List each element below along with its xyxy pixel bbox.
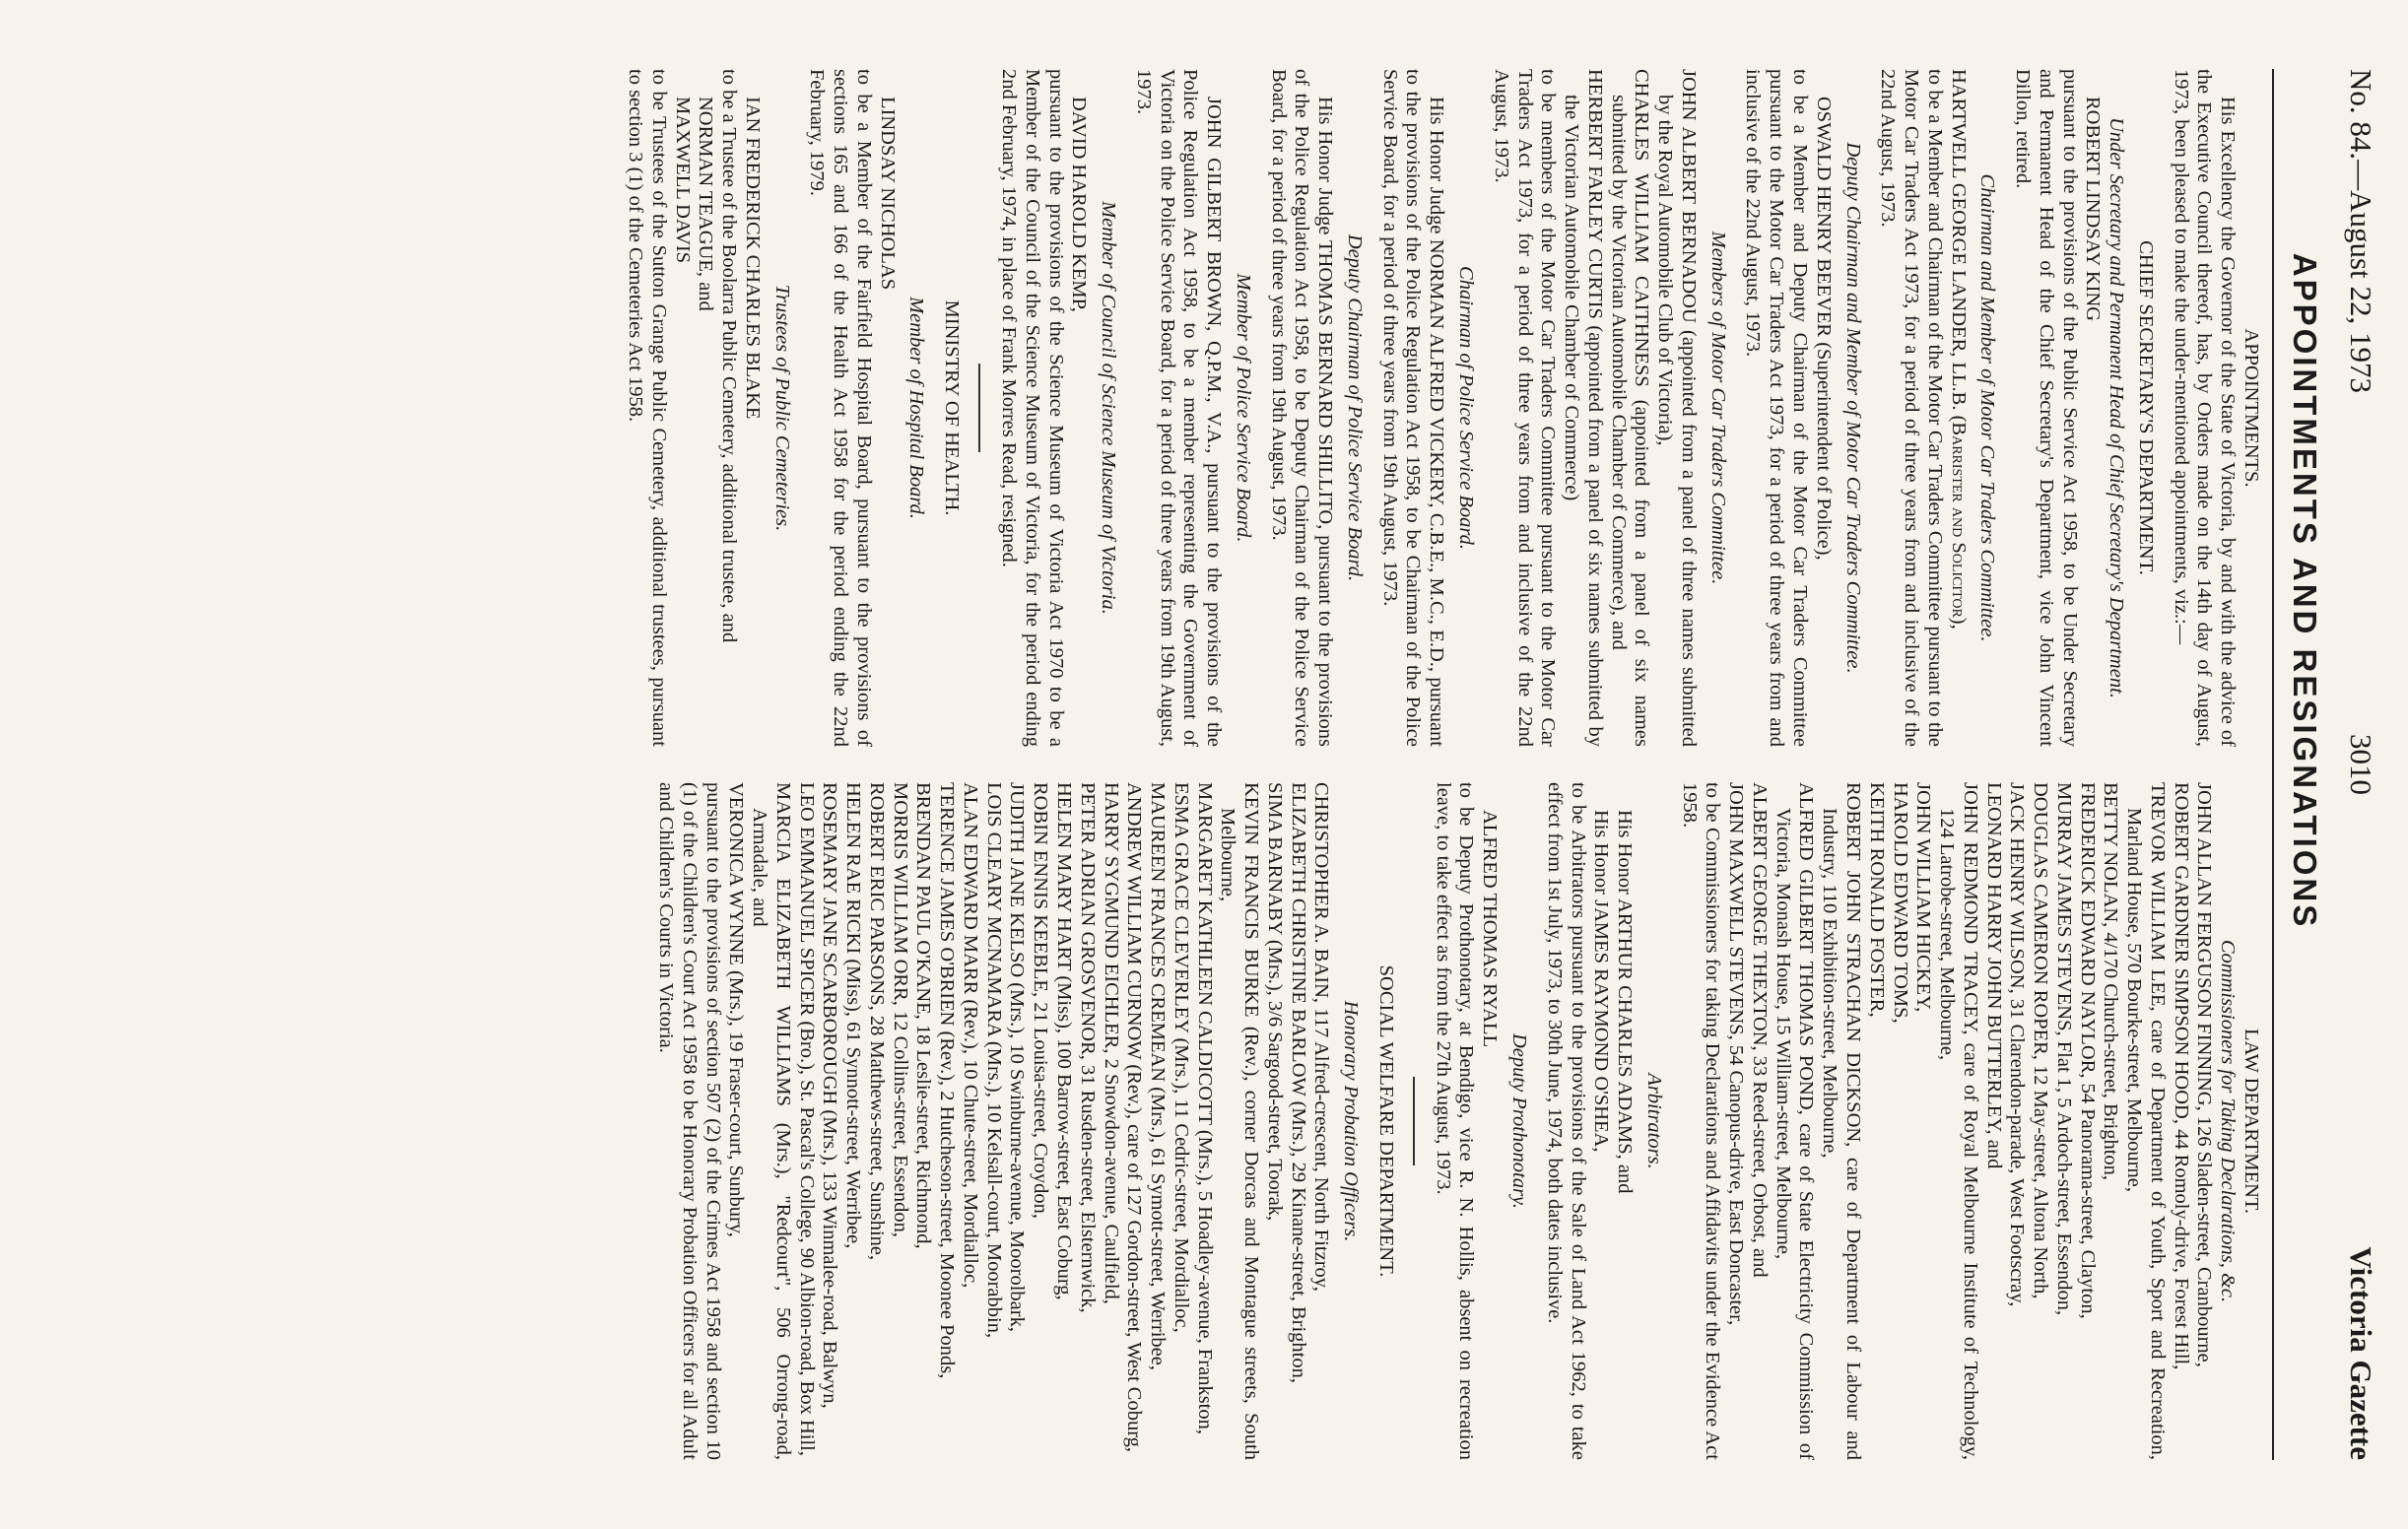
list-entry: VERONICA WYNNE (Mrs.), 19 Fraser-court, Sunbury, [725,782,748,1237]
entry-heading: Member of Police Service Board. [1232,273,1254,543]
list-entry: ALAN EDWARD MARR (Rev.), 10 Chute-street, Mordialloc, [959,782,981,1289]
list-entry: ESMA GRACE CLEVERLEY (Mrs.), 11 Cedric-street, Mordialloc, [1170,782,1192,1333]
list-entry: ALBERT GEORGE THEXTON, 33 Reed-street, Orbost, and [1748,782,1771,1278]
list-entry: ROBERT GARDNER SIMPSON HOOD, 44 Romoly-drive, Forest Hill, [2170,782,2192,1370]
page-number: 3010 [2344,734,2378,795]
commissioners-list [1723,782,2215,1460]
issue-number: No. 84.—August 22, 1973 [2344,69,2378,393]
entry-text: to be Trustees of the Sutton Grange Public Cemetery, additional trustees, pursuant to section 3 (1) of the Cemeteries Act 1958. [625,69,670,747]
list-entry: ROSEMARY JANE SCARBOROUGH (Mrs.), 133 Winmalee-road, Balwyn, [819,782,841,1409]
list-entry: JOHN WILLIAM HICKEY, [1912,782,1935,1013]
entry-heading: Deputy Chairman of Police Service Board. [1343,233,1366,582]
list-entry: ROBERT JOHN STRACHAN DICKSON, care of Department of Labour and Industry, 110 Exhibition-street, Melbourne, [1819,782,1864,1460]
entry-heading: Commissioners for Taking Declarations, &c. [2217,939,2240,1303]
entry-heading: Chairman of Police Service Board. [1455,266,1478,550]
list-entry: TERENCE JAMES O'BRIEN (Rev.), 2 Hutcheson-street, Moonee Ponds, [936,782,959,1379]
entry-text: to be a Member and Deputy Chairman of the Motor Car Traders Committee pursuant to the Motor Car Traders Act 1973, for a period of three years from and inclusive of the 22nd August, 1973. [1742,69,1811,747]
list-entry: SIMA BARNABY (Mrs.), 3/6 Sargood-street, Toorak, [1263,782,1286,1222]
title-rule [2272,69,2274,1460]
entry-heading: Trustees of Public Cemeteries. [770,284,793,532]
entry-heading: Members of Motor Car Traders Committee. [1706,231,1729,585]
list-entry: BRENDAN PAUL O'KANE, 18 Leslie-street, Richmond, [912,782,935,1249]
appointee-name: ROBERT LINDSAY KING [2082,97,2105,322]
entry-text: to be a Member and Chairman of the Motor Car Traders Committee pursuant to the Motor Car Traders Act 1973, for a period of three years from and inclusive of the 22nd August, 1973. [1877,69,1946,747]
list-entry: ROBIN ENNIS KEEBLE, 21 Louisa-street, Croydon, [1030,782,1052,1219]
entry-heading: Honorary Probation Officers. [1340,1000,1363,1242]
list-entry: JUDITH JANE KELSO (Mrs.), 10 Swinburne-avenue, Moorolbark, [1006,782,1029,1332]
list-entry: FREDERICK EDWARD NAYLOR, 54 Panorama-street, Clayton, [2076,782,2099,1319]
section-divider [1413,1077,1415,1165]
list-entry: KEITH RONALD FOSTER, [1865,782,1888,1018]
page-header [2329,69,2378,1460]
appointments-heading: APPOINTMENTS. [2241,328,2262,488]
list-entry: HAROLD EDWARD TOMS, [1889,782,1911,1024]
entry-heading: Under Secretary and Permanent Head of Chief Secretary's Department. [2106,117,2128,698]
appointee-entry: CHARLES WILLIAM CAITHNESS (appointed from a panel of six names submitted by the Victorian Automobile Chamber of Commerce), and [1607,69,1653,747]
entry-text: pursuant to the provisions of the Public Service Act 1958, to be Under Secretary and Permanent Head of the Chief Secretary's Department, vice John Vincent Dillon, retired. [2012,69,2081,747]
entry-text: to be a Trustee of the Boolarra Public Cemetery, additional trustee, and [718,69,741,643]
entry-text: JOHN GILBERT BROWN, Q.P.M., V.A., pursuant to the provisions of the Police Regulation Act 1958, to be a member representing the Government of Victoria on the Police Service Board, for a period of three years from 19th August, 1973. [1132,69,1226,747]
list-entry: TREVOR WILLIAM LEE, care of Department of Youth, Sport and Recreation, Marland House, 570 Bourke-street, Melbourne, [2123,782,2169,1460]
right-column [653,782,2262,1460]
department-heading: CHIEF SECRETARY'S DEPARTMENT. [2134,240,2157,575]
section-divider [978,364,980,452]
entry-heading: Deputy Prothonotary. [1508,1032,1531,1210]
list-entry: ALFRED GILBERT THOMAS POND, care of State Electricity Commission of Victoria, Monash House, 15 William-street, Melbourne, [1772,782,1818,1460]
list-entry: JOHN REDMOND TRACEY, care of Royal Melbourne Institute of Technology, 124 Latrobe-street, Melbourne, [1936,782,1981,1460]
list-entry: MAUREEN FRANCES CREMEAN (Mrs.), 61 Symott-street, Werribee, [1147,782,1170,1370]
probation-officers-list [724,782,1333,1460]
appointee-entry: HERBERT FARLEY CURTIS (appointed from a panel of six names submitted by the Victorian Automobile Chamber of Commerce) [1561,69,1606,747]
appointee-name: NORMAN TEAGUE, and [695,97,717,311]
appointee-name: MAXWELL DAVIS [671,97,694,264]
department-heading: MINISTRY OF HEALTH. [941,299,964,516]
list-entry: JACK HENRY WILSON, 31 Clarendon-parade, West Footscray, [2006,782,2029,1307]
list-entry: HELEN MARY HART (Miss), 100 Barrow-street, East Coburg, [1053,782,1076,1300]
entry-text: pursuant to the provisions of section 507 (2) of the Crimes Act 1958 and section 10 (1) of the Children's Court Act 1958 to be Honorary Probation Officers for all Adult and Children's Courts in Victoria. [655,782,724,1460]
list-entry: HELEN RAE RICKI (Miss), 61 Synnott-street, Werribee, [842,782,865,1249]
list-entry: MORRIS WILLIAM ORR, 12 Collins-street, Essendon, [889,782,911,1238]
left-column [623,69,2262,747]
department-heading: LAW DEPARTMENT. [2241,1028,2262,1215]
entry-text: to be Deputy Prothonotary, at Bendigo, vice R. N. Hollis, absent on recreation leave, to take effect as from the 27th August, 1973. [1432,782,1478,1460]
list-entry: CHRISTOPHER A. BAIN, 117 Alfred-crescent, North Fitzroy, [1310,782,1333,1292]
entry-heading: Chairman and Member of Motor Car Traders Committee. [1976,173,1999,642]
department-heading: SOCIAL WELFARE DEPARTMENT. [1374,964,1397,1278]
list-entry: JOHN ALLAN FERGUSON FINNING, 126 Sladen-street, Cranbourne, [2193,782,2216,1367]
entry-heading: Deputy Chairman and Member of Motor Car Traders Committee. [1841,142,1864,674]
entry-heading: Arbitrators. [1642,1073,1665,1169]
appointee-name: IAN FREDERICK CHARLES BLAKE [741,97,764,420]
list-entry: ROBERT ERIC PARSONS, 28 Matthews-street, Sunshine, [865,782,888,1261]
list-entry: PETER ADRIAN GROSVENOR, 31 Rusden-street, Elsternwick, [1076,782,1099,1313]
list-entry: MURRAY JAMES STEVENS, Flat 1, 5 Ardoch-street, Essendon, [2052,782,2075,1316]
entry-text: to be Commissioners for taking Declarations and Affidavits under the Evidence Act 1958. [1678,782,1724,1460]
appointee-entry: His Honor ARTHUR CHARLES ADAMS, and [1614,810,1637,1194]
list-entry: LEONARD HARRY JOHN BUTTERLEY, and [1982,782,2005,1169]
list-entry: MARCIA ELIZABETH WILLIAMS (Mrs.), "Redcourt", 506 Orrong-road, Armadale, and [749,782,794,1460]
entry-heading: Member of Hospital Board. [905,297,928,519]
entry-text: pursuant to the provisions of the Science Museum of Victoria Act 1970 to be a Member of the Council of the Science Museum of Victoria, for the period ending 2nd February, 1974, in place of Frank Morres Read, resigned. [998,69,1067,747]
appointee-entry: JOHN ALBERT BERNADOU (appointed from a panel of three names submitted by the Royal Automobile Club of Victoria), [1654,69,1700,747]
intro-paragraph: His Excellency the Governor of the State of Victoria, by and with the advice of the Executive Council thereof, has, by Orders made on the 14th day of August, 1973, been pleased to make the under-mentioned appointments, viz.:— [2170,69,2240,747]
appointee-entry: His Honor JAMES RAYMOND O'SHEA, [1590,810,1613,1153]
list-entry: MARGARET KATHLEEN CALDICOTT (Mrs.), 5 Hoadley-avenue, Frankston, [1193,782,1216,1434]
entry-text: to be Arbitrators pursuant to the provisions of the Sale of Land Act 1962, to take effect from 1st July, 1973, to 30th June, 1974, both dates inclusive. [1543,782,1589,1460]
entry-text: to be a Member of the Fairfield Hospital Board, pursuant to the provisions of sections 165 and 166 of the Health Act 1958 for the period ending the 22nd February, 1979. [806,69,875,747]
list-entry: LOIS CLEARY MCNAMARA (Mrs.), 10 Kelsall-court, Moorabbin, [982,782,1005,1339]
appointee-name: LINDSAY NICHOLAS [876,97,899,291]
entry-heading: Member of Council of Science Museum of Victoria. [1098,201,1120,615]
appointee-name: DAVID HAROLD KEMP, [1068,97,1091,312]
list-entry: DOUGLAS CAMERON ROPER, 12 May-street, Altona North, [2030,782,2052,1299]
entry-text: to be members of the Motor Car Traders Committee pursuant to the Motor Car Traders Act 1973, for a period of three years from and inclusive of the 22nd August, 1973. [1490,69,1560,747]
publication-name: Victoria Gazette [2344,1246,2378,1460]
appointee-name: HARTWELL GEORGE LANDER, LL.B. (Barrister and Solicitor), [1947,69,1970,630]
appointee-name: ALFRED THOMAS RYALL [1479,810,1502,1048]
entry-text: His Honor Judge NORMAN ALFRED VICKERY, C.B.E., M.C., E.D., pursuant to the provisions of the Police Regulation Act 1958, to be Chairman of the Police Service Board, for a period of three years from 19th August, 1973. [1378,69,1448,747]
list-entry: HARRY SYGMUND EICHLER, 2 Snowdon-avenue, Caulfield, [1100,782,1122,1304]
list-entry: ANDREW WILLIAM CURNOW (Rev.), care of 127 Gordon-street, West Coburg, [1123,782,1146,1453]
list-entry: LEO EMMANUEL SPICER (Bro.), St. Pascal's College, 90 Albion-road, Box Hill, [795,782,818,1456]
list-entry: KEVIN FRANCIS BURKE (Rev.), corner Dorcas and Montague streets, South Melbourne, [1217,782,1263,1460]
list-entry: BETTY NOLAN, 4/170 Church-street, Brighton, [2100,782,2122,1181]
entry-text: His Honor Judge THOMAS BERNARD SHILLITO, pursuant to the provisions of the Police Regulation Act 1958, to be Deputy Chairman of the Police Service Board, for a period of three years from 19th August, 1973. [1267,69,1337,747]
appointee-name: OSWALD HENRY BEEVER (Superintendent of Police), [1812,97,1835,561]
list-entry: JOHN MAXWELL STEVENS, 54 Canopus-drive, East Doncaster, [1725,782,1748,1326]
list-entry: ELIZABETH CHRISTINE BARLOW (Mrs.), 29 Kinane-street, Brighton, [1287,782,1309,1383]
section-title: APPOINTMENTS AND RESIGNATIONS [2287,252,2323,930]
